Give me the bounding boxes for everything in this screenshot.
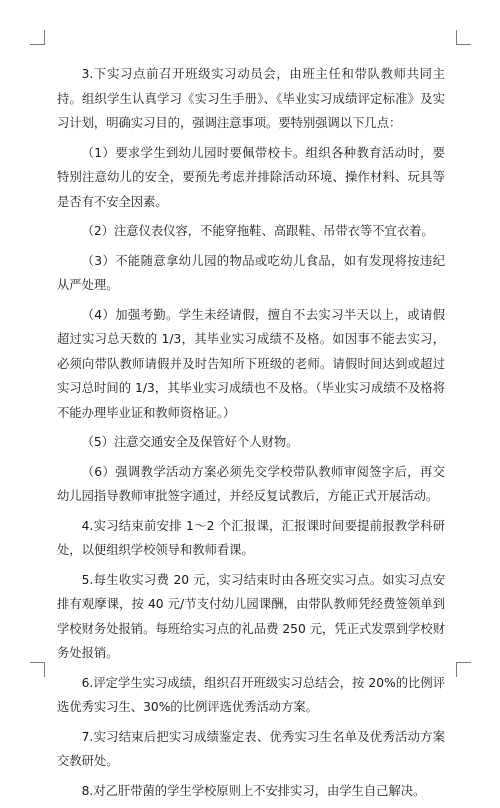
- paragraph-subitem-6: （6）强调教学活动方案必须先交学校带队教师审阅签字后，再交幼儿园指导教师审批签字通过，并经反复试教后，方能正式开展活动。: [57, 464, 445, 503]
- paragraph-item-4: 4.实习结束前安排 1～2 个汇报课，汇报课时间要提前报教学科研处，以便组织学校领导和教师看课。: [57, 518, 445, 557]
- paragraph-item-6: 6.评定学生实习成绩，组织召开班级实习总结会，按 20%的比例评选优秀实习生、30%的比例评选优秀活动方案。: [57, 675, 445, 714]
- paragraph-item-7: 7.实习结束后把实习成绩鉴定表、优秀实习生名单及优秀活动方案交教研处。: [57, 729, 445, 768]
- document-body: [57, 62, 445, 808]
- crop-mark-top-left: [30, 30, 45, 45]
- crop-mark-top-right: [456, 30, 471, 45]
- paragraph-item-3: 3.下实习点前召开班级实习动员会，由班主任和带队教师共同主持。组织学生认真学习《实习生手册》、《毕业实习成绩评定标准》及实习计划，明确实习目的，强调注意事项。要特别强调以下几点：: [57, 67, 445, 130]
- paragraph-subitem-3: （3）不能随意拿幼儿园的物品或吃幼儿食品，如有发现将按违纪从严处理。: [57, 253, 445, 292]
- paragraph-subitem-4: （4）加强考勤。学生未经请假，擅自不去实习半天以上，或请假超过实习总天数的 1/3，其毕业实习成绩不及格。如因事不能去实习，必须向带队教师请假并及时告知所下班级的老师。请假时间达到或超过实习总时间的 1/3，其毕业实习成绩也不及格。（毕业实习成绩不及格将不能办理毕业证和教师资格证。）: [57, 307, 445, 420]
- paragraph-subitem-2: （2）注意仪表仪容，不能穿拖鞋、高跟鞋、吊带衣等不宜衣着。: [81, 224, 434, 238]
- paragraph-subitem-5: （5）注意交通安全及保管好个人财物。: [81, 435, 299, 449]
- crop-mark-bottom-left: [30, 662, 45, 677]
- paragraph-item-5: 5.每生收实习费 20 元，实习结束时由各班交实习点。如实习点安排有观摩课，按 40 元/节支付幼儿园课酬，由带队教师凭经费签领单到学校财务处报销。每班给实习点的礼品费 250 元，凭正式发票到学校财务处报销。: [57, 572, 445, 660]
- crop-mark-bottom-right: [456, 662, 471, 677]
- paragraph-item-8: 8.对乙肝带菌的学生学校原则上不安排实习，由学生自己解决。: [81, 783, 426, 798]
- paragraph-subitem-1: （1）要求学生到幼儿园时要佩带校卡。组织各种教育活动时，要特别注意幼儿的安全，要预先考虑并排除活动环境、操作材料、玩具等是否有不安全因素。: [57, 145, 445, 209]
